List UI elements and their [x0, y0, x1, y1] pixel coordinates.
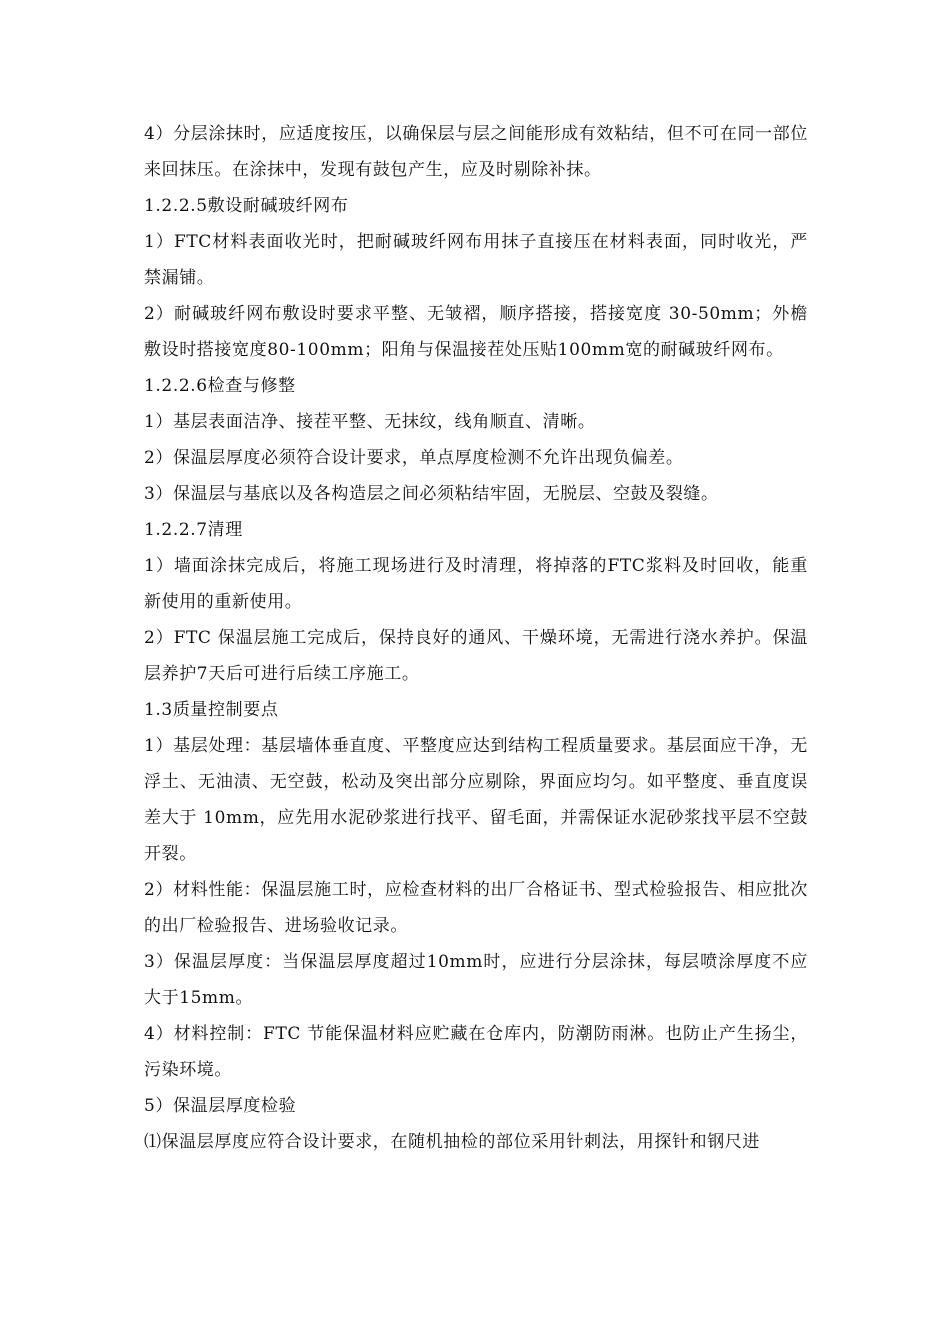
section-heading-mesh-laying: 1.2.2.5敷设耐碱玻纤网布 — [144, 196, 349, 216]
paragraph-material-performance: 2）材料性能：保温层施工时，应检查材料的出厂合格证书、型式检验报告、相应批次的出厂检验报告、进场验收记录。 — [144, 880, 808, 936]
section-heading-quality-control: 1.3质量控制要点 — [144, 700, 279, 720]
section-heading-inspection: 1.2.2.6检查与修整 — [144, 376, 296, 396]
paragraph-thickness-inspection: 5）保温层厚度检验 — [144, 1096, 297, 1116]
paragraph-curing: 2）FTC 保温层施工完成后，保持良好的通风、干燥环境，无需进行浇水养护。保温层养护7天后可进行后续工序施工。 — [144, 628, 808, 684]
paragraph-layer-thickness: 3）保温层厚度：当保温层厚度超过10mm时，应进行分层涂抹，每层喷涂厚度不应大于15mm。 — [144, 952, 808, 1008]
paragraph-thickness-requirement: 2）保温层厚度必须符合设计要求，单点厚度检测不允许出现负偏差。 — [144, 448, 684, 468]
paragraph-material-control: 4）材料控制：FTC 节能保温材料应贮藏在仓库内，防潮防雨淋。也防止产生扬尘，污染环境。 — [144, 1024, 808, 1080]
paragraph-base-treatment: 1）基层处理：基层墙体垂直度、平整度应达到结构工程质量要求。基层面应干净，无浮土、无油渍、无空鼓，松动及突出部分应剔除，界面应均匀。如平整度、垂直度误差大于 10mm，应先用水泥砂浆进行找平、留毛面，并需保证水泥砂浆找平层不空鼓开裂。 — [144, 736, 808, 864]
paragraph-bonding: 3）保温层与基底以及各构造层之间必须粘结牢固，无脱层、空鼓及裂缝。 — [144, 484, 719, 504]
paragraph-mesh-pressing: 1）FTC材料表面收光时，把耐碱玻纤网布用抹子直接压在材料表面，同时收光，严禁漏铺。 — [144, 232, 808, 288]
paragraph-surface-clean: 1）基层表面洁净、接茬平整、无抹纹，线角顺直、清晰。 — [144, 412, 596, 432]
section-heading-cleanup: 1.2.2.7清理 — [144, 520, 243, 540]
paragraph-needle-method: ⑴保温层厚度应符合设计要求，在随机抽检的部位采用针刺法，用探针和钢尺进 — [144, 1132, 760, 1152]
paragraph-layered-application: 4）分层涂抹时，应适度按压，以确保层与层之间能形成有效粘结，但不可在同一部位来回抹压。在涂抹中，发现有鼓包产生，应及时剔除补抹。 — [144, 124, 808, 180]
document-body — [144, 116, 808, 1160]
paragraph-mesh-overlap: 2）耐碱玻纤网布敷设时要求平整、无皱褶，顺序搭接，搭接宽度 30-50mm；外檐敷设时搭接宽度80-100mm；阳角与保温接茬处压贴100mm宽的耐碱玻纤网布。 — [144, 304, 808, 360]
paragraph-site-cleanup: 1）墙面涂抹完成后，将施工现场进行及时清理，将掉落的FTC浆料及时回收，能重新使用的重新使用。 — [144, 556, 808, 612]
